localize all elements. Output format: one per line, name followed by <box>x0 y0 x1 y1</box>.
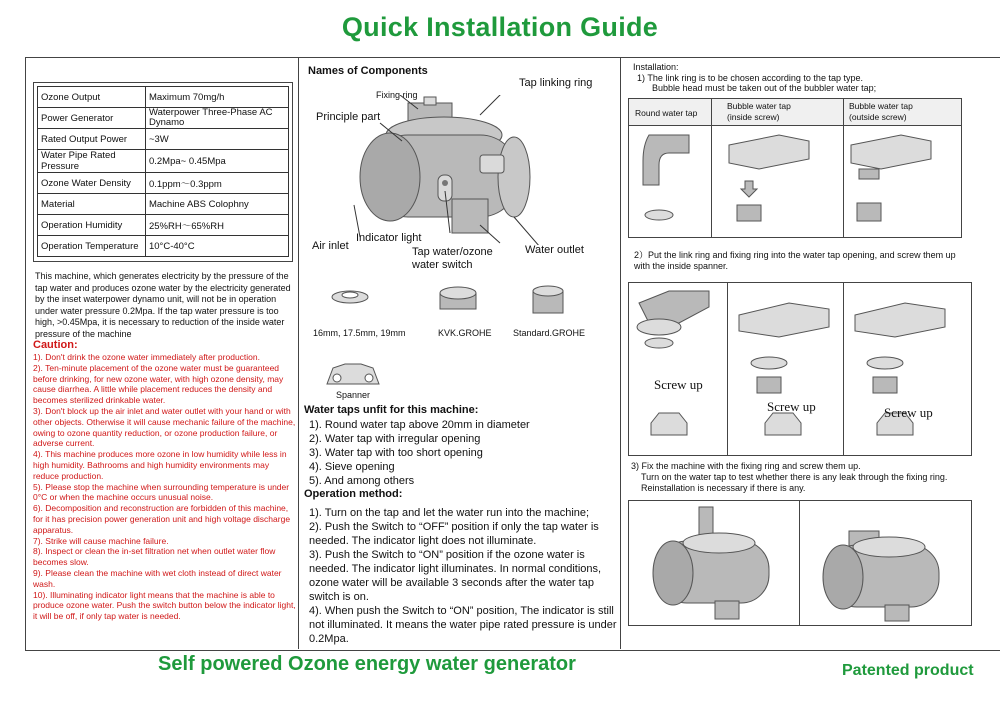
label-water-outlet: Water outlet <box>525 244 584 256</box>
divider-right <box>620 57 621 649</box>
spec-value: 0.1ppm～0.3ppm <box>145 173 288 194</box>
installation-step3b: Turn on the water tap to test whether there is any leak through the fixing ring. <box>641 472 948 482</box>
label-ring-sizes: 16mm, 17.5mm, 19mm <box>313 328 406 338</box>
list-item: 5). Please stop the machine when surrounding temperature is under 0°C or when the machine occurs unusual noise. <box>33 481 290 503</box>
spec-value: Machine ABS Colophny <box>145 194 288 215</box>
spec-value: Maximum 70mg/h <box>145 87 288 108</box>
spec-label: Power Generator <box>38 108 146 129</box>
spec-value: 25%RH～65%RH <box>145 215 288 236</box>
screw-illustrations <box>629 283 971 455</box>
list-item: 3). Push the Switch to “ON” position if the ozone water is needed. The indicator light illuminates. In normal conditions, ozone water will be available 3 seconds after the water tap switch is on. <box>309 549 602 603</box>
spec-value: 10°C-40°C <box>145 236 288 257</box>
installation-step1b: Bubble head must be taken out of the bubbler water tap; <box>652 83 877 93</box>
list-item: 1). Round water tap above 20mm in diameter <box>309 419 530 431</box>
list-item: 2). Ten-minute placement of the ozone water must be guaranteed before drinking, for new ozone water, with high ozone density, may cause diarrhea. A little while placement reduces the density and becomes sterilized drinkable water. <box>33 362 284 406</box>
spec-value: ~3W <box>145 129 288 150</box>
list-item: 2). Water tap with irregular opening <box>309 433 481 445</box>
table-row <box>38 108 289 129</box>
spec-label: Material <box>38 194 146 215</box>
list-item: 3). Water tap with too short opening <box>309 447 483 459</box>
unfit-heading: Water taps unfit for this machine: <box>304 404 479 416</box>
operation-heading: Operation method: <box>304 488 403 500</box>
screw-panel <box>628 282 972 456</box>
col-round-tap: Round water tap <box>635 108 698 118</box>
spec-label: Ozone Water Density <box>38 173 146 194</box>
spec-value: Waterpower Three-Phase AC Dynamo <box>145 108 288 129</box>
list-item: 4). Sieve opening <box>309 461 395 473</box>
tap-type-illustrations <box>629 125 961 235</box>
table-row <box>38 150 289 173</box>
spec-label: Water Pipe Rated Pressure <box>38 150 146 173</box>
label-indicator-light: Indicator light <box>356 232 422 244</box>
list-item: 10). Illuminating indicator light means that the machine is able to produce ozone water. Push the switch button below the indicator light, it will be off, if only tap water is needed. <box>33 589 296 622</box>
spanner-icon <box>323 360 383 388</box>
patent-label: Patented product <box>842 662 974 679</box>
screw-up-label-3: Screw up <box>884 405 933 420</box>
spec-label: Operation Temperature <box>38 236 146 257</box>
label-standard: Standard.GROHE <box>513 328 586 338</box>
caution-heading: Caution: <box>33 339 78 351</box>
components-heading: Names of Components <box>308 65 428 77</box>
table-row <box>38 215 289 236</box>
list-item: 7). Strike will cause machine failure. <box>33 535 169 546</box>
list-item: 4). This machine produces more ozone in low humidity while less in high humidity. Bathrooms and high humidity environments may reduce production. <box>33 449 287 481</box>
installation-step2: 2）Put the link ring and fixing ring into the water tap opening, and screw them up with the inside spanner. <box>634 250 956 271</box>
unfit-list <box>309 418 619 488</box>
col-bubble-inside: Bubble water tap (inside screw) <box>727 101 791 122</box>
installation-step1: 1) The link ring is to be chosen according to the tap type. <box>637 73 863 83</box>
label-switch: Tap water/ozone water switch <box>412 246 493 271</box>
divider-left <box>298 57 299 649</box>
ring-parts-illustration <box>325 283 565 325</box>
description-text: This machine, which generates electricity by the pressure of the tap water and produces ozone water by the electricity generated by the inset waterpower dynamo unit, will not be in operation under water pressure 0.2Mpa. If the tap water pressure is too high, >0.45Mpa, it is necessary to reduction of the inside water pressure of the machine <box>35 271 291 339</box>
table-row <box>38 194 289 215</box>
col-bubble-outside: Bubble water tap (outside screw) <box>849 101 913 122</box>
label-principle-part: Principle part <box>316 111 381 123</box>
label-kvk: KVK.GROHE <box>438 328 492 338</box>
screw-up-label-1: Screw up <box>654 377 703 392</box>
installation-heading: Installation: <box>633 62 679 72</box>
label-tap-linking-ring: Tap linking ring <box>519 77 593 89</box>
spec-label: Operation Humidity <box>38 215 146 236</box>
screw-up-label-2: Screw up <box>767 399 816 414</box>
list-item: 2). Push the Switch to “OFF” position if only the tap water is needed. The indicator light does not illuminate. <box>309 521 599 547</box>
caution-list <box>33 352 297 622</box>
spec-label: Rated Output Power <box>38 129 146 150</box>
spec-label: Ozone Output <box>38 87 146 108</box>
final-panel <box>628 500 972 626</box>
label-spanner: Spanner <box>336 390 371 400</box>
table-row <box>38 173 289 194</box>
list-item: 9). Please clean the machine with wet cloth instead of direct water wash. <box>33 567 282 589</box>
spec-table <box>37 86 289 257</box>
table-row <box>38 236 289 257</box>
table-row <box>38 129 289 150</box>
installation-step3c: Reinstallation is necessary if there is any. <box>641 483 806 493</box>
label-fixing-ring: Fixing ring <box>376 90 418 100</box>
label-air-inlet: Air inlet <box>312 240 349 252</box>
installation-step3: 3) Fix the machine with the fixing ring and screw them up. <box>631 461 861 471</box>
list-item: 8). Inspect or clean the in-set filtration net when outlet water flow becomes slow. <box>33 546 276 568</box>
installed-machine-illustrations <box>629 501 971 625</box>
footer-title: Self powered Ozone energy water generator <box>158 653 576 675</box>
list-item: 1). Don't drink the ozone water immediately after production. <box>33 352 260 362</box>
operation-list <box>309 506 619 646</box>
machine-illustration <box>340 95 560 245</box>
list-item: 6). Decomposition and reconstruction are forbidden of this machine, for it has precision power generation unit and high voltage discharge apparatus. <box>33 503 291 535</box>
spec-value: 0.2Mpa~ 0.45Mpa <box>145 150 288 173</box>
list-item: 4). When push the Switch to “ON” position, The indicator is still not illuminated. It means the water pipe rated pressure is under 0.2Mpa. <box>309 605 617 645</box>
list-item: 3). Don't block up the air inlet and water outlet with your hand or with other objects. Otherwise it will cause mechanic failure of the machine, owing to ozone quantity reduction, or ozone production failure, or adverse current. <box>33 405 296 449</box>
page-title: Quick Installation Guide <box>341 12 659 42</box>
table-row <box>38 87 289 108</box>
tap-type-panel <box>628 98 962 238</box>
list-item: 1). Turn on the tap and let the water run into the machine; <box>309 507 590 519</box>
list-item: 5). And among others <box>309 475 415 487</box>
